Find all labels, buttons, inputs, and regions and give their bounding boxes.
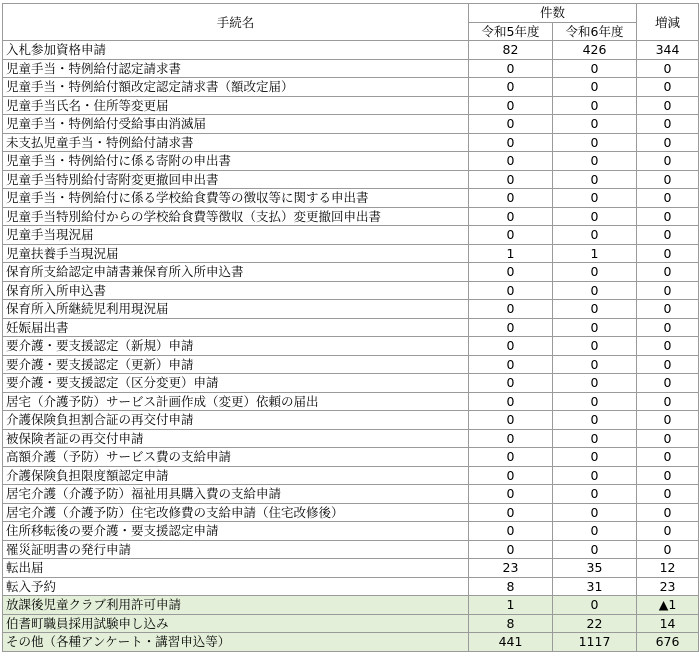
table-row [3,614,699,633]
diff-cell: 0 [637,133,699,152]
count-r6-cell: 1117 [553,633,637,652]
diff-cell: 676 [637,633,699,652]
diff-cell: 0 [637,337,699,356]
table-row [3,226,699,245]
diff-cell: 0 [637,96,699,115]
diff-cell: 0 [637,374,699,393]
procedure-name-cell: 児童手当特別給付からの学校給食費等徴収（支払）変更撤回申出書 [3,207,469,226]
table-row [3,152,699,171]
count-r6-cell: 0 [553,374,637,393]
table-row [3,522,699,541]
count-r6-cell: 0 [553,152,637,171]
procedure-name-cell: 罹災証明書の発行申請 [3,540,469,559]
count-r6-cell: 0 [553,448,637,467]
count-r5-cell: 0 [469,207,553,226]
count-r5-cell: 0 [469,152,553,171]
diff-cell: 0 [637,115,699,134]
diff-cell: 23 [637,577,699,596]
count-r6-cell: 0 [553,540,637,559]
count-r5-cell: 0 [469,59,553,78]
procedure-name-cell: 転入予約 [3,577,469,596]
count-r6-cell: 0 [553,596,637,615]
count-r5-cell: 0 [469,392,553,411]
count-r5-cell: 0 [469,115,553,134]
procedure-name-cell: 高額介護（予防）サービス費の支給申請 [3,448,469,467]
diff-cell: 0 [637,429,699,448]
count-r5-cell: 8 [469,614,553,633]
count-r5-cell: 0 [469,96,553,115]
procedure-name-cell: 要介護・要支援認定（更新）申請 [3,355,469,374]
diff-cell: 344 [637,41,699,60]
procedure-name-cell: 児童手当・特例給付認定請求書 [3,59,469,78]
procedure-name-cell: 住所移転後の要介護・要支援認定申請 [3,522,469,541]
count-r5-cell: 441 [469,633,553,652]
diff-cell: 0 [637,78,699,97]
diff-cell: 0 [637,59,699,78]
count-r5-cell: 0 [469,300,553,319]
diff-cell: 14 [637,614,699,633]
count-r6-cell: 0 [553,503,637,522]
procedure-name-cell: 妊娠届出書 [3,318,469,337]
diff-cell: 0 [637,152,699,171]
count-r5-cell: 82 [469,41,553,60]
table-body [3,41,699,652]
table-row [3,337,699,356]
procedure-name-cell: 保育所支給認定申請書兼保育所入所申込書 [3,263,469,282]
count-r6-cell: 0 [553,115,637,134]
table-row [3,559,699,578]
procedure-name-cell: 児童手当氏名・住所等変更届 [3,96,469,115]
count-r5-cell: 0 [469,503,553,522]
count-r6-cell: 426 [553,41,637,60]
table-row [3,207,699,226]
procedure-name-cell: 被保険者証の再交付申請 [3,429,469,448]
procedure-name-cell: 放課後児童クラブ利用許可申請 [3,596,469,615]
diff-cell: 0 [637,263,699,282]
diff-cell: 0 [637,392,699,411]
count-r6-cell: 0 [553,429,637,448]
procedure-name-cell: 要介護・要支援認定（新規）申請 [3,337,469,356]
count-r5-cell: 8 [469,577,553,596]
count-r5-cell: 0 [469,281,553,300]
count-r6-cell: 0 [553,318,637,337]
count-r5-cell: 0 [469,522,553,541]
table-row [3,59,699,78]
header-procedure-name: 手続名 [3,4,469,41]
table-row [3,577,699,596]
count-r6-cell: 0 [553,96,637,115]
procedure-name-cell: 転出届 [3,559,469,578]
table-row [3,374,699,393]
table-row [3,115,699,134]
count-r5-cell: 0 [469,448,553,467]
diff-cell: 0 [637,244,699,263]
count-r5-cell: 0 [469,411,553,430]
count-r6-cell: 0 [553,263,637,282]
table-row [3,41,699,60]
procedure-name-cell: 居宅（介護予防）サービス計画作成（変更）依頼の届出 [3,392,469,411]
count-r5-cell: 0 [469,78,553,97]
table-row [3,429,699,448]
count-r5-cell: 0 [469,466,553,485]
table-header [3,4,699,41]
count-r6-cell: 0 [553,59,637,78]
diff-cell: 0 [637,170,699,189]
table-row [3,281,699,300]
table-row [3,244,699,263]
procedure-name-cell: 児童手当・特例給付に係る学校給食費等の徴収等に関する申出書 [3,189,469,208]
count-r5-cell: 0 [469,485,553,504]
count-r5-cell: 1 [469,596,553,615]
procedure-name-cell: 介護保険負担割合証の再交付申請 [3,411,469,430]
diff-cell: 0 [637,540,699,559]
header-count: 件数 [469,4,637,23]
count-r6-cell: 31 [553,577,637,596]
table-row [3,448,699,467]
diff-cell: 0 [637,300,699,319]
table-row [3,189,699,208]
count-r5-cell: 23 [469,559,553,578]
diff-cell: 0 [637,355,699,374]
count-r6-cell: 0 [553,281,637,300]
diff-cell: 0 [637,522,699,541]
diff-cell: 0 [637,318,699,337]
count-r6-cell: 0 [553,78,637,97]
count-r5-cell: 0 [469,189,553,208]
procedure-name-cell: 児童手当特別給付寄附変更撤回申出書 [3,170,469,189]
procedure-name-cell: 児童手当・特例給付受給事由消滅届 [3,115,469,134]
diff-cell: 0 [637,411,699,430]
table-row [3,485,699,504]
count-r6-cell: 1 [553,244,637,263]
procedure-name-cell: 未支払児童手当・特例給付請求書 [3,133,469,152]
procedure-name-cell: 保育所入所継続児利用現況届 [3,300,469,319]
count-r6-cell: 22 [553,614,637,633]
diff-cell: ▲1 [637,596,699,615]
table-row [3,466,699,485]
count-r6-cell: 35 [553,559,637,578]
count-r6-cell: 0 [553,466,637,485]
procedure-name-cell: 児童扶養手当現況届 [3,244,469,263]
procedure-name-cell: その他（各種アンケート・講習申込等） [3,633,469,652]
diff-cell: 0 [637,503,699,522]
table-row [3,540,699,559]
diff-cell: 0 [637,466,699,485]
count-r5-cell: 0 [469,133,553,152]
count-r6-cell: 0 [553,226,637,245]
count-r6-cell: 0 [553,355,637,374]
diff-cell: 0 [637,226,699,245]
procedure-name-cell: 要介護・要支援認定（区分変更）申請 [3,374,469,393]
count-r6-cell: 0 [553,411,637,430]
diff-cell: 0 [637,485,699,504]
procedure-name-cell: 児童手当・特例給付額改定認定請求書（額改定届） [3,78,469,97]
table-row [3,300,699,319]
count-r5-cell: 0 [469,337,553,356]
count-r5-cell: 0 [469,318,553,337]
diff-cell: 0 [637,189,699,208]
count-r5-cell: 0 [469,226,553,245]
diff-cell: 0 [637,281,699,300]
table-row [3,318,699,337]
count-r6-cell: 0 [553,189,637,208]
count-r6-cell: 0 [553,133,637,152]
procedure-name-cell: 児童手当・特例給付に係る寄附の申出書 [3,152,469,171]
table-row [3,170,699,189]
count-r5-cell: 0 [469,170,553,189]
table-row [3,503,699,522]
count-r6-cell: 0 [553,207,637,226]
count-r6-cell: 0 [553,337,637,356]
table-row [3,596,699,615]
table-row [3,263,699,282]
procedure-name-cell: 居宅介護（介護予防）住宅改修費の支給申請（住宅改修後） [3,503,469,522]
count-r6-cell: 0 [553,170,637,189]
procedure-name-cell: 伯耆町職員採用試験申し込み [3,614,469,633]
header-year-r5: 令和5年度 [469,22,553,41]
table-row [3,392,699,411]
count-r6-cell: 0 [553,300,637,319]
table-row [3,633,699,652]
count-r5-cell: 0 [469,374,553,393]
header-year-r6: 令和6年度 [553,22,637,41]
table-row [3,78,699,97]
diff-cell: 0 [637,448,699,467]
table-row [3,355,699,374]
header-diff: 増減 [637,4,699,41]
count-r6-cell: 0 [553,392,637,411]
count-r6-cell: 0 [553,485,637,504]
diff-cell: 0 [637,207,699,226]
diff-cell: 12 [637,559,699,578]
procedure-name-cell: 入札参加資格申請 [3,41,469,60]
table-row [3,411,699,430]
count-r6-cell: 0 [553,522,637,541]
count-r5-cell: 0 [469,355,553,374]
table-row [3,96,699,115]
procedure-name-cell: 児童手当現況届 [3,226,469,245]
procedure-name-cell: 介護保険負担限度額認定申請 [3,466,469,485]
table-row [3,133,699,152]
count-r5-cell: 0 [469,263,553,282]
count-r5-cell: 0 [469,540,553,559]
count-r5-cell: 0 [469,429,553,448]
procedure-name-cell: 保育所入所申込書 [3,281,469,300]
procedure-name-cell: 居宅介護（介護予防）福祉用具購入費の支給申請 [3,485,469,504]
count-r5-cell: 1 [469,244,553,263]
procedure-count-table [2,3,699,652]
